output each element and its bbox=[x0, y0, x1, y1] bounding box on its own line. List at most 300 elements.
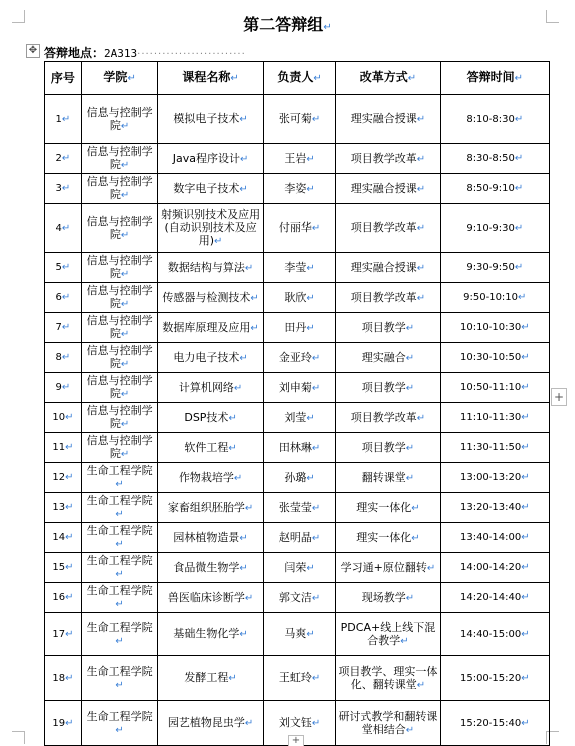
paragraph-mark: ↵ bbox=[521, 672, 530, 684]
cell-course[interactable] bbox=[158, 656, 263, 701]
paragraph-mark: ↵ bbox=[65, 472, 74, 483]
cell-course-text: 食品微生物学 bbox=[173, 560, 240, 574]
cell-owner[interactable] bbox=[263, 583, 336, 613]
paragraph-mark: ↵ bbox=[120, 449, 130, 460]
paragraph-mark: ↵ bbox=[311, 673, 321, 684]
table-move-handle-icon[interactable]: ✥ bbox=[26, 44, 40, 58]
cell-owner[interactable] bbox=[263, 313, 336, 343]
cell-time[interactable] bbox=[440, 656, 549, 701]
cell-no-text: 4 bbox=[55, 222, 62, 234]
paragraph-mark: ↵ bbox=[306, 292, 315, 304]
cell-owner-text: 李姿 bbox=[284, 181, 307, 195]
cell-course[interactable] bbox=[158, 433, 263, 463]
cell-course-text: 软件工程 bbox=[184, 440, 229, 454]
header-time-text: 答辩时间 bbox=[466, 70, 515, 84]
cell-college-text: 信息与控制学院 bbox=[86, 175, 153, 201]
cell-owner-text: 刘莹 bbox=[284, 410, 307, 424]
cell-college[interactable] bbox=[81, 343, 158, 373]
cell-time-text: 10:30-10:50 bbox=[459, 352, 522, 363]
cell-college-text: 生命工程学院 bbox=[86, 584, 153, 597]
cell-time[interactable] bbox=[440, 253, 549, 283]
cell-time[interactable] bbox=[440, 613, 549, 656]
paragraph-mark: ↵ bbox=[120, 389, 130, 400]
cell-mode-text: 理实融合授课 bbox=[350, 260, 417, 274]
cell-course-text: 数字电子技术 bbox=[173, 181, 240, 195]
cell-course[interactable] bbox=[158, 253, 263, 283]
cell-no-text: 1 bbox=[55, 113, 62, 125]
cell-time-text: 8:10-8:30 bbox=[466, 113, 515, 125]
paragraph-mark: ↵ bbox=[521, 412, 530, 423]
paragraph-mark: ↵ bbox=[65, 412, 74, 423]
location-line bbox=[44, 44, 246, 61]
paragraph-mark: ↵ bbox=[306, 322, 315, 334]
cell-course[interactable] bbox=[158, 343, 263, 373]
cell-owner-text: 孙璐 bbox=[284, 470, 307, 484]
paragraph-mark: ↵ bbox=[416, 412, 426, 424]
cell-time[interactable] bbox=[440, 433, 549, 463]
cell-owner[interactable] bbox=[263, 144, 336, 174]
cell-mode[interactable] bbox=[336, 95, 440, 144]
cell-time[interactable] bbox=[440, 95, 549, 144]
cell-owner[interactable] bbox=[263, 253, 336, 283]
cell-college[interactable] bbox=[81, 656, 158, 701]
cell-college[interactable] bbox=[81, 144, 158, 174]
paragraph-mark: ↵ bbox=[405, 352, 415, 364]
cell-no[interactable] bbox=[45, 253, 82, 283]
cell-mode-text: 理实一体化 bbox=[356, 530, 412, 544]
cell-owner[interactable] bbox=[263, 433, 336, 463]
cell-no[interactable] bbox=[45, 283, 82, 313]
cell-college-text: 信息与控制学院 bbox=[86, 344, 153, 370]
cell-no[interactable] bbox=[45, 701, 82, 746]
cell-time-text: 9:10-9:30 bbox=[466, 222, 515, 234]
paragraph-mark: ↵ bbox=[250, 322, 259, 334]
cell-course[interactable] bbox=[158, 701, 263, 746]
paragraph-mark: ↵ bbox=[313, 73, 322, 84]
cell-time[interactable] bbox=[440, 174, 549, 204]
paragraph-mark: ↵ bbox=[411, 502, 420, 514]
paragraph-mark: ↵ bbox=[239, 562, 248, 574]
cell-mode-text: 项目教学、理实一体化、翻转课堂 bbox=[338, 664, 438, 691]
cell-no[interactable] bbox=[45, 204, 82, 253]
cell-college[interactable] bbox=[81, 253, 158, 283]
cell-time-text: 15:20-15:40 bbox=[459, 717, 522, 729]
paragraph-mark: ↵ bbox=[120, 359, 130, 370]
cell-owner[interactable] bbox=[263, 656, 336, 701]
cell-course[interactable] bbox=[158, 313, 263, 343]
cell-time-text: 9:50-10:10 bbox=[463, 292, 519, 303]
cell-owner[interactable] bbox=[263, 523, 336, 553]
cell-time[interactable] bbox=[440, 701, 549, 746]
paragraph-mark: ↵ bbox=[61, 292, 71, 303]
paragraph-mark: ↵ bbox=[244, 718, 254, 729]
cell-time[interactable] bbox=[440, 403, 549, 433]
paragraph-mark: ↵ bbox=[416, 183, 426, 195]
schedule-table[interactable] bbox=[44, 61, 550, 746]
cell-time-text: 8:50-9:10 bbox=[466, 183, 515, 194]
cell-no[interactable] bbox=[45, 343, 82, 373]
paragraph-mark: ↵ bbox=[416, 223, 426, 234]
paragraph-mark: ↵ bbox=[311, 718, 321, 729]
cell-course-text: 数据结构与算法 bbox=[167, 260, 245, 274]
paragraph-mark: ↵ bbox=[514, 183, 524, 194]
paragraph-mark: ↵ bbox=[311, 382, 321, 394]
cell-owner-text: 王虹玲 bbox=[278, 671, 312, 684]
cell-course-text: 发酵工程 bbox=[184, 671, 229, 684]
cell-college[interactable] bbox=[81, 553, 158, 583]
cell-mode[interactable] bbox=[336, 701, 440, 746]
cell-course[interactable] bbox=[158, 95, 263, 144]
cell-time[interactable] bbox=[440, 583, 549, 613]
cell-college[interactable] bbox=[81, 373, 158, 403]
paragraph-mark: ↵ bbox=[61, 113, 71, 125]
cell-college[interactable] bbox=[81, 463, 158, 493]
cell-college-text: 信息与控制学院 bbox=[86, 254, 153, 280]
cell-no-text: 6 bbox=[55, 292, 62, 303]
cell-course[interactable] bbox=[158, 373, 263, 403]
paragraph-mark: ↵ bbox=[214, 236, 223, 247]
cell-time[interactable] bbox=[440, 493, 549, 523]
cell-owner-text: 马爽 bbox=[284, 627, 307, 640]
cell-college-text: 信息与控制学院 bbox=[86, 314, 153, 340]
cell-no-text: 13 bbox=[52, 502, 66, 513]
paragraph-mark: ↵ bbox=[514, 113, 524, 125]
cell-course[interactable] bbox=[158, 463, 263, 493]
paragraph-mark: ↵ bbox=[65, 717, 74, 729]
paragraph-mark: ↵ bbox=[521, 382, 530, 393]
cell-course[interactable] bbox=[158, 204, 263, 253]
header-college bbox=[81, 62, 158, 95]
paragraph-mark: ↵ bbox=[120, 299, 130, 310]
document-title-text: 第二答辩组 bbox=[243, 15, 324, 34]
cell-time[interactable] bbox=[440, 144, 549, 174]
paragraph-mark: ↵ bbox=[65, 442, 74, 453]
cell-mode[interactable] bbox=[336, 463, 440, 493]
cell-time[interactable] bbox=[440, 373, 549, 403]
paragraph-mark: ↵ bbox=[239, 352, 248, 364]
cell-course[interactable] bbox=[158, 523, 263, 553]
cell-no[interactable] bbox=[45, 403, 82, 433]
cell-mode[interactable] bbox=[336, 553, 440, 583]
header-college-text: 学院 bbox=[103, 70, 128, 84]
cell-owner[interactable] bbox=[263, 493, 336, 523]
paragraph-mark: ↵ bbox=[521, 562, 530, 573]
cell-college[interactable] bbox=[81, 95, 158, 144]
cell-mode-text: 理实融合授课 bbox=[350, 112, 417, 125]
cell-college-text: 信息与控制学院 bbox=[86, 374, 153, 400]
cell-mode[interactable] bbox=[336, 343, 440, 373]
cell-college[interactable] bbox=[81, 204, 158, 253]
paragraph-mark: ↵ bbox=[405, 382, 415, 394]
paragraph-mark: ↵ bbox=[61, 183, 71, 194]
paragraph-mark: ↵ bbox=[120, 160, 130, 171]
paragraph-mark: ↵ bbox=[521, 352, 530, 363]
cell-college[interactable] bbox=[81, 174, 158, 204]
cell-owner-text: 郭文洁 bbox=[278, 590, 312, 604]
cell-course-text: Java程序设计 bbox=[172, 151, 241, 165]
cell-owner[interactable] bbox=[263, 204, 336, 253]
paragraph-mark: ↵ bbox=[240, 153, 249, 165]
paragraph-mark: ↵ bbox=[65, 592, 74, 603]
paragraph-mark: ↵ bbox=[306, 562, 315, 574]
cell-time[interactable] bbox=[440, 553, 549, 583]
cell-college[interactable] bbox=[81, 493, 158, 523]
cell-mode[interactable] bbox=[336, 283, 440, 313]
paragraph-mark: ↵ bbox=[311, 502, 321, 514]
cell-no[interactable] bbox=[45, 95, 82, 144]
cell-college-text: 生命工程学院 bbox=[86, 664, 153, 678]
cell-owner-text: 田丹 bbox=[284, 320, 307, 334]
paragraph-mark: ↵ bbox=[120, 419, 130, 430]
cell-no[interactable] bbox=[45, 373, 82, 403]
cell-owner[interactable] bbox=[263, 343, 336, 373]
paragraph-mark: ↵ bbox=[65, 532, 74, 543]
table-row bbox=[45, 583, 550, 613]
cell-no-text: 7 bbox=[55, 322, 62, 333]
paragraph-mark: ↵ bbox=[311, 442, 321, 454]
paragraph-mark: ↵ bbox=[228, 673, 237, 684]
cell-no[interactable] bbox=[45, 493, 82, 523]
cell-mode[interactable] bbox=[336, 403, 440, 433]
cell-mode-text: 理实融合 bbox=[361, 350, 406, 364]
cell-mode[interactable] bbox=[336, 523, 440, 553]
cell-college[interactable] bbox=[81, 701, 158, 746]
paragraph-mark: ↵ bbox=[407, 73, 417, 84]
cell-course[interactable] bbox=[158, 144, 263, 174]
cell-course[interactable] bbox=[158, 283, 263, 313]
table-row bbox=[45, 403, 550, 433]
cell-no-text: 14 bbox=[52, 532, 66, 543]
cell-owner-text: 李莹 bbox=[284, 260, 307, 274]
cell-no-text: 16 bbox=[52, 592, 66, 603]
header-course bbox=[158, 62, 263, 95]
paragraph-mark: ↵ bbox=[115, 724, 124, 736]
paragraph-mark: ↵ bbox=[306, 262, 315, 274]
table-row bbox=[45, 343, 550, 373]
paragraph-mark: ↵ bbox=[239, 183, 248, 195]
cell-college[interactable] bbox=[81, 613, 158, 656]
cell-no-text: 11 bbox=[52, 442, 66, 453]
cell-mode[interactable] bbox=[336, 174, 440, 204]
cell-owner[interactable] bbox=[263, 553, 336, 583]
cell-college-text: 生命工程学院 bbox=[86, 620, 153, 634]
cell-no[interactable] bbox=[45, 523, 82, 553]
cell-time[interactable] bbox=[440, 283, 549, 313]
header-mode bbox=[336, 62, 440, 95]
header-owner-text: 负责人 bbox=[277, 70, 314, 84]
paragraph-mark: ↵ bbox=[233, 382, 243, 394]
cell-no[interactable] bbox=[45, 433, 82, 463]
cell-college-text: 信息与控制学院 bbox=[86, 214, 153, 241]
paragraph-mark: ↵ bbox=[115, 599, 124, 610]
paragraph-mark: ↵ bbox=[233, 472, 243, 484]
cell-time[interactable] bbox=[440, 204, 549, 253]
cell-mode-text: 项目教学改革 bbox=[350, 151, 417, 165]
document-title bbox=[0, 12, 575, 35]
cell-owner-text: 刘申菊 bbox=[278, 380, 312, 394]
cell-mode-text: 项目教学改革 bbox=[350, 290, 417, 304]
cell-mode[interactable] bbox=[336, 583, 440, 613]
paragraph-mark: ↵ bbox=[521, 717, 530, 729]
paragraph-mark: ↵ bbox=[230, 73, 239, 84]
add-row-icon[interactable]: + bbox=[288, 735, 304, 746]
cell-mode[interactable] bbox=[336, 253, 440, 283]
cell-college[interactable] bbox=[81, 313, 158, 343]
cell-college-text: 信息与控制学院 bbox=[86, 105, 153, 132]
paragraph-mark: ↵ bbox=[306, 412, 315, 424]
paragraph-mark: ↵ bbox=[120, 269, 130, 280]
cell-college-text: 信息与控制学院 bbox=[86, 404, 153, 430]
paragraph-mark: ↵ bbox=[514, 73, 523, 84]
cell-college[interactable] bbox=[81, 433, 158, 463]
header-mode-text: 改革方式 bbox=[359, 70, 408, 84]
location-dots: ·························· bbox=[137, 49, 246, 60]
cell-no-text: 2 bbox=[55, 153, 62, 164]
cell-owner-text: 刘文钰 bbox=[278, 716, 312, 729]
table-row bbox=[45, 613, 550, 656]
table-row bbox=[45, 433, 550, 463]
cell-owner-text: 王岩 bbox=[284, 151, 307, 165]
paragraph-mark: ↵ bbox=[239, 114, 248, 125]
paragraph-mark: ↵ bbox=[514, 222, 524, 234]
add-column-icon[interactable]: + bbox=[551, 388, 567, 406]
cell-mode[interactable] bbox=[336, 144, 440, 174]
paragraph-mark: ↵ bbox=[228, 442, 237, 454]
cell-owner-text: 张莹莹 bbox=[278, 500, 312, 514]
cell-owner-text: 张可菊 bbox=[278, 112, 312, 125]
cell-time-text: 13:20-13:40 bbox=[459, 502, 522, 513]
table-row bbox=[45, 283, 550, 313]
cell-time-text: 11:30-11:50 bbox=[459, 442, 522, 453]
paragraph-mark: ↵ bbox=[306, 153, 315, 165]
table-row bbox=[45, 553, 550, 583]
cell-no[interactable] bbox=[45, 613, 82, 656]
cell-course[interactable] bbox=[158, 553, 263, 583]
paragraph-mark: ↵ bbox=[306, 183, 315, 195]
cell-no[interactable] bbox=[45, 553, 82, 583]
cell-time-text: 11:10-11:30 bbox=[459, 412, 522, 423]
cell-owner-text: 闫荣 bbox=[284, 560, 307, 574]
paragraph-mark: ↵ bbox=[405, 322, 415, 334]
cell-college[interactable] bbox=[81, 403, 158, 433]
paragraph-mark: ↵ bbox=[61, 262, 71, 273]
cell-mode-text: 理实一体化 bbox=[356, 500, 412, 514]
cell-college-text: 生命工程学院 bbox=[86, 494, 153, 507]
paragraph-mark: ↵ bbox=[244, 502, 254, 514]
cell-owner[interactable] bbox=[263, 613, 336, 656]
cell-mode-text: 翻转课堂 bbox=[361, 470, 406, 484]
cell-mode[interactable] bbox=[336, 373, 440, 403]
cell-college-text: 生命工程学院 bbox=[86, 554, 153, 567]
cell-time[interactable] bbox=[440, 463, 549, 493]
cell-mode[interactable] bbox=[336, 204, 440, 253]
cell-owner[interactable] bbox=[263, 283, 336, 313]
cell-owner[interactable] bbox=[263, 463, 336, 493]
cell-mode[interactable] bbox=[336, 313, 440, 343]
cell-no[interactable] bbox=[45, 656, 82, 701]
cell-time[interactable] bbox=[440, 523, 549, 553]
cell-mode[interactable] bbox=[336, 613, 440, 656]
paragraph-mark: ↵ bbox=[514, 262, 524, 273]
cell-time[interactable] bbox=[440, 313, 549, 343]
paragraph-mark: ↵ bbox=[514, 153, 524, 164]
cell-no-text: 3 bbox=[55, 183, 62, 194]
cell-course-text: DSP技术 bbox=[184, 410, 229, 424]
cell-course[interactable] bbox=[158, 174, 263, 204]
cell-time-text: 8:30-8:50 bbox=[466, 153, 515, 164]
paragraph-mark: ↵ bbox=[65, 628, 74, 640]
cell-mode-text: 现场教学 bbox=[361, 590, 406, 604]
cell-time[interactable] bbox=[440, 343, 549, 373]
cell-college-text: 信息与控制学院 bbox=[86, 434, 153, 460]
paragraph-mark: ↵ bbox=[244, 592, 254, 604]
paragraph-mark: ↵ bbox=[250, 292, 259, 304]
cell-owner[interactable] bbox=[263, 95, 336, 144]
cell-no[interactable] bbox=[45, 463, 82, 493]
cell-mode[interactable] bbox=[336, 493, 440, 523]
paragraph-mark: ↵ bbox=[521, 592, 530, 603]
cell-course-text: 作物栽培学 bbox=[178, 470, 234, 484]
cell-time-text: 9:30-9:50 bbox=[466, 262, 515, 273]
location-label: 答辩地点： bbox=[44, 46, 105, 60]
cell-no[interactable] bbox=[45, 174, 82, 204]
paragraph-mark: ↵ bbox=[405, 472, 415, 484]
cell-no-text: 9 bbox=[55, 382, 62, 393]
cell-course-text: 射频识别技术及应用(自动识别技术及应用) bbox=[161, 208, 261, 247]
paragraph-mark: ↵ bbox=[400, 635, 409, 647]
cell-no[interactable] bbox=[45, 583, 82, 613]
table-row bbox=[45, 95, 550, 144]
table-row bbox=[45, 174, 550, 204]
paragraph-mark: ↵ bbox=[416, 262, 426, 274]
paragraph-mark: ↵ bbox=[61, 153, 71, 164]
cell-owner[interactable] bbox=[263, 403, 336, 433]
cell-college-text: 生命工程学院 bbox=[86, 464, 153, 477]
cell-owner-text: 金亚玲 bbox=[278, 350, 312, 364]
cell-owner[interactable] bbox=[263, 174, 336, 204]
paragraph-mark: ↵ bbox=[65, 502, 74, 513]
cell-mode-text: 项目教学改革 bbox=[350, 221, 417, 234]
paragraph-mark: ↵ bbox=[115, 479, 124, 490]
paragraph-mark: ↵ bbox=[405, 724, 415, 736]
cell-course[interactable] bbox=[158, 613, 263, 656]
cell-course-text: 兽医临床诊断学 bbox=[167, 590, 245, 604]
paragraph-mark: ↵ bbox=[416, 114, 426, 125]
paragraph-mark: ↵ bbox=[426, 562, 436, 574]
cell-owner[interactable] bbox=[263, 373, 336, 403]
cell-mode-text: 理实融合授课 bbox=[350, 181, 417, 195]
cell-course[interactable] bbox=[158, 493, 263, 523]
cell-college[interactable] bbox=[81, 583, 158, 613]
cell-time-text: 13:40-14:00 bbox=[459, 532, 522, 543]
paragraph-mark: ↵ bbox=[61, 352, 71, 363]
table-row bbox=[45, 204, 550, 253]
paragraph-mark: ↵ bbox=[405, 442, 415, 454]
cell-owner-text: 耿欣 bbox=[284, 290, 307, 304]
cell-course[interactable] bbox=[158, 403, 263, 433]
cell-no[interactable] bbox=[45, 313, 82, 343]
paragraph-mark: ↵ bbox=[311, 223, 321, 234]
cell-mode[interactable] bbox=[336, 433, 440, 463]
cell-course[interactable] bbox=[158, 583, 263, 613]
cell-time-text: 14:40-15:00 bbox=[459, 628, 522, 640]
cell-college[interactable] bbox=[81, 283, 158, 313]
cell-college[interactable] bbox=[81, 523, 158, 553]
paragraph-mark: ↵ bbox=[120, 229, 130, 241]
cell-mode[interactable] bbox=[336, 656, 440, 701]
paragraph-mark: ↵ bbox=[521, 502, 530, 513]
cell-no[interactable] bbox=[45, 144, 82, 174]
